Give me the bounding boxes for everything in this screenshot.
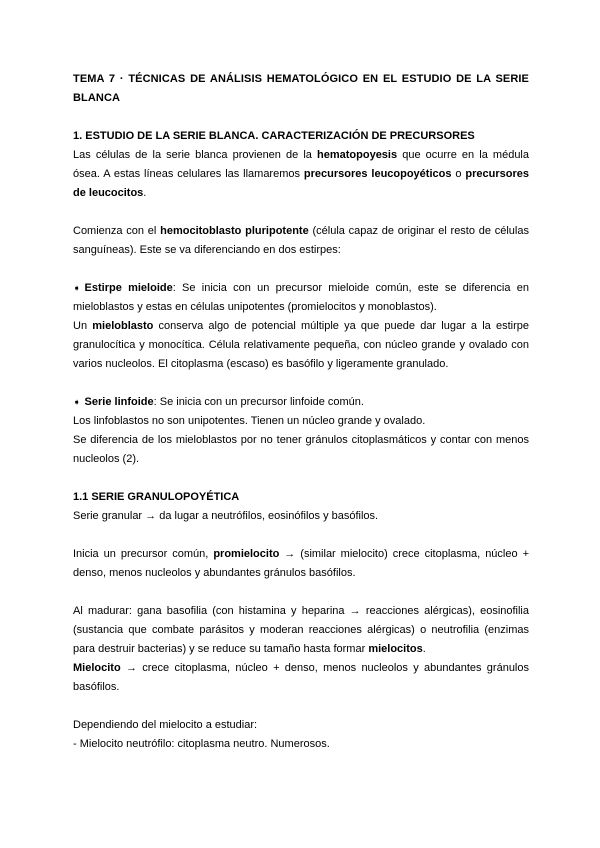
section-1-1-heading: 1.1 SERIE GRANULOPOYÉTICA xyxy=(73,491,240,503)
spacer xyxy=(73,697,529,716)
arrow-bullet-icon: ➧ xyxy=(73,283,81,293)
paragraph-madurar: Al madurar: gana basofilia (con histamina y heparina → reacciones alérgicas), eosinofilia (sustancia que combate parásitos y moderan reacciones alérgicas) o neutrofilia (enzimas para destruir bacterias) y se reduce su tamaño hasta formar mielocitos. xyxy=(73,605,529,655)
spacer xyxy=(73,203,529,222)
spacer xyxy=(73,469,529,488)
arrow-bullet-icon: ➧ xyxy=(73,397,81,407)
paragraph-linfoblastos: Los linfoblastos no son unipotentes. Tienen un núcleo grande y ovalado. xyxy=(73,415,426,427)
paragraph-linfoblastos-diferencia: Se diferencia de los mieloblastos por no tener gránulos citoplasmáticos y contar con menos nucleolos (2). xyxy=(73,434,529,465)
paragraph-estirpe-mieloide: ➧ Estirpe mieloide: Se inicia con un precursor mieloide común, este se diferencia en mieloblastos y estas en células unipotentes (promielocitos y monoblastos). xyxy=(73,282,529,313)
paragraph-hemocitoblasto: Comienza con el hemocitoblasto pluripotente (célula capaz de originar el resto de células sanguíneas). Este se va diferenciando en dos estirpes: xyxy=(73,225,529,256)
spacer xyxy=(73,583,529,602)
paragraph-mielocito: Mielocito → crece citoplasma, núcleo + denso, menos nucleolos y abundantes gránulos basófilos. xyxy=(73,662,529,693)
paragraph-promielocito: Inicia un precursor común, promielocito → (similar mielocito) crece citoplasma, núcleo + denso, menos nucleolos y abundantes gránulos basófilos. xyxy=(73,548,529,579)
document-title: TEMA 7 · TÉCNICAS DE ANÁLISIS HEMATOLÓGICO EN EL ESTUDIO DE LA SERIE BLANCA xyxy=(73,73,529,104)
document-page xyxy=(73,70,529,754)
section-1-heading: 1. ESTUDIO DE LA SERIE BLANCA. CARACTERIZACIÓN DE PRECURSORES xyxy=(73,130,475,142)
paragraph-mieloblasto: Un mieloblasto conserva algo de potencial múltiple ya que puede dar lugar a la estirpe granulocítica y monocítica. Célula relativamente pequeña, con núcleo grande y ovalado con varios nucleolos. El citoplasma (escaso) es basófilo y ligeramente granulado. xyxy=(73,320,529,370)
paragraph-dependiendo: Dependiendo del mielocito a estudiar: xyxy=(73,719,258,731)
paragraph-intro: Las células de la serie blanca provienen de la hematopoyesis que ocurre en la médula ósea. A estas líneas celulares las llamaremos precursores leucopoyéticos o precursores de leucocitos. xyxy=(73,149,529,199)
spacer xyxy=(73,374,529,393)
spacer xyxy=(73,526,529,545)
paragraph-serie-linfoide: ➧ Serie linfoide: Se inicia con un precursor linfoide común. xyxy=(73,396,364,408)
paragraph-mielocito-neutrofilo: - Mielocito neutrófilo: citoplasma neutro. Numerosos. xyxy=(73,738,330,750)
spacer xyxy=(73,260,529,279)
spacer xyxy=(73,108,529,127)
paragraph-serie-granular: Serie granular → da lugar a neutrófilos, eosinófilos y basófilos. xyxy=(73,510,379,522)
